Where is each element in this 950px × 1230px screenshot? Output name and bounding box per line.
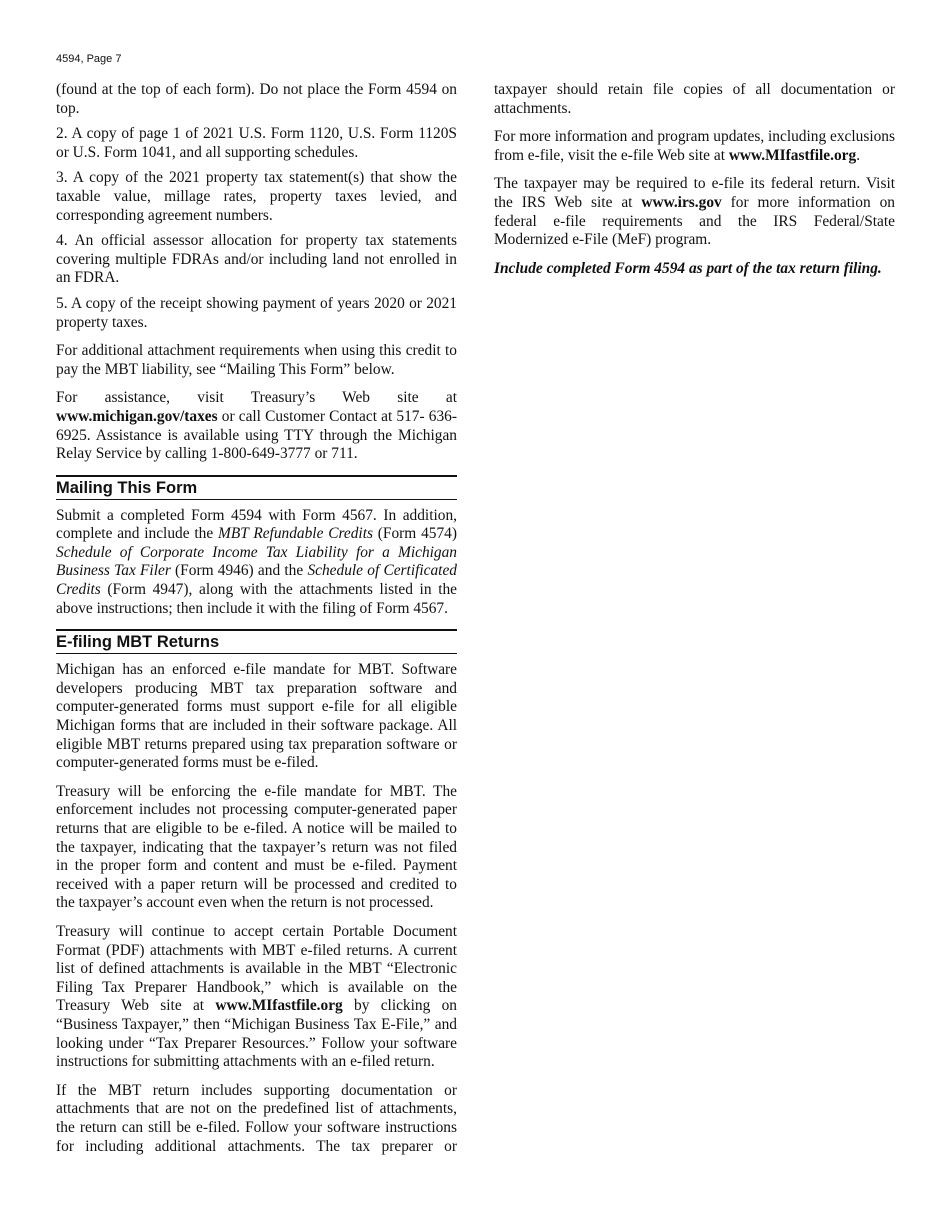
paragraph-supporting-documentation: If the MBT return includes supporting documentation or attachments that are not on the predefined list of attachments, the return can still be e-filed. Follow your software instructions for including additional attachments. The tax preparer or bbox=[56, 1081, 457, 1155]
pdf-text-b: by clicking on “Business Taxpayer,” then “Michigan Business Tax E-File,” and looking under “Tax Preparer Resources.” Follow your software instructions for submitting attachments with an e-filed return. bbox=[56, 997, 457, 1071]
efiling-mbt-returns-heading: E-filing MBT Returns bbox=[56, 629, 457, 654]
mifastfile-link-right[interactable]: www.MIfastfile.org bbox=[728, 146, 857, 164]
treasury-web-link[interactable]: www.michigan.gov/taxes bbox=[56, 407, 218, 425]
paragraph-efile-mandate: Michigan has an enforced e-file mandate for MBT. Software developers producing MBT tax preparation software and computer-generated forms must support e-file for all eligible Michigan forms that are included in their software package. All eligible MBT returns prepared using tax preparation software or computer-generated forms must be e-filed. bbox=[56, 661, 457, 772]
mailing-this-form-heading: Mailing This Form bbox=[56, 475, 457, 500]
right-column bbox=[494, 81, 895, 278]
include-form-instruction: Include completed Form 4594 as part of the tax return filing. bbox=[494, 259, 882, 277]
paragraph-additional-requirements: For additional attachment requirements when using this credit to pay the MBT liability, see “Mailing This Form” below. bbox=[56, 342, 457, 378]
attachment-item-4: 4. An official assessor allocation for property tax statements covering multiple FDRAs and/or including land not enrolled in an FDRA. bbox=[56, 232, 457, 287]
assistance-text-a: For assistance, visit Treasury’s Web site at bbox=[56, 389, 457, 407]
mailing-text-b: (Form 4574) bbox=[372, 525, 457, 543]
federal-text-b: for more information on federal e-file requirements and the IRS Federal/State Modernized e-File (MeF) program. bbox=[494, 193, 895, 249]
pdf-text-a: Treasury will continue to accept certain Portable Document Format (PDF) attachments with MBT e-filed returns. A current list of defined attachments is available in the MBT “Electronic Filing Tax Preparer Handbook,” which is available on the Treasury Web site at bbox=[56, 922, 457, 1015]
paragraph-pdf-attachments bbox=[56, 923, 457, 1072]
more-info-text-a: For more information and program updates, including exclusions from e-file, visit the e-file Web site at bbox=[494, 128, 895, 164]
attachment-item-3: 3. A copy of the 2021 property tax statement(s) that show the taxable value, millage rates, property taxes levied, and corresponding agreement numbers. bbox=[56, 169, 457, 224]
paragraph-mailing-instructions bbox=[56, 507, 457, 619]
irs-web-link[interactable]: www.irs.gov bbox=[641, 193, 722, 211]
mailing-text-d: (Form 4947), along with the attachments listed in the above instructions; then include it with the filing of Form 4567. bbox=[56, 581, 457, 617]
attachment-item-5: 5. A copy of the receipt showing payment of years 2020 or 2021 property taxes. bbox=[56, 294, 457, 331]
left-column bbox=[56, 81, 457, 1156]
mailing-italic-certificated-credits: Schedule of Certificated Credits bbox=[56, 562, 457, 599]
paragraph-retain-copies: taxpayer should retain file copies of all documentation or attachments. bbox=[494, 81, 895, 117]
paragraph-more-information bbox=[494, 128, 895, 165]
federal-text-a: The taxpayer may be required to e-file its federal return. Visit the IRS Web site at bbox=[494, 175, 895, 211]
paragraph-form-order-note: (found at the top of each form). Do not place the Form 4594 on top. bbox=[56, 81, 457, 117]
mailing-italic-cit-schedule: Schedule of Corporate Income Tax Liability for a Michigan Business Tax Filer bbox=[56, 543, 457, 580]
paragraph-efile-enforcement: Treasury will be enforcing the e-file mandate for MBT. The enforcement includes not processing computer-generated paper returns that are eligible to be e-filed. A notice will be mailed to the taxpayer, indicating that the taxpayer’s return was not filed in the proper form and content and must be e-filed. Payment received with a paper return will be processed and credited to the taxpayer’s account even when the return is not processed. bbox=[56, 782, 457, 912]
mifastfile-link[interactable]: www.MIfastfile.org bbox=[215, 997, 343, 1015]
more-info-text-b: . bbox=[856, 146, 861, 164]
paragraph-assistance bbox=[56, 389, 457, 463]
attachment-item-2: 2. A copy of page 1 of 2021 U.S. Form 1120, U.S. Form 1120S or U.S. Form 1041, and all supporting schedules. bbox=[56, 125, 457, 161]
mailing-text-a: Submit a completed Form 4594 with Form 4567. In addition, complete and include the bbox=[56, 506, 457, 543]
mailing-italic-refundable-credits: MBT Refundable Credits bbox=[218, 525, 373, 543]
page-number-header: 4594, Page 7 bbox=[56, 53, 122, 65]
mailing-text-c: (Form 4946) and the bbox=[170, 562, 308, 580]
assistance-text-b: or call Customer Contact at 517- 636-6925. Assistance is available using TTY through the Michigan Relay Service by calling 1-800-649-3777 or 711. bbox=[56, 407, 457, 463]
paragraph-federal-efile bbox=[494, 175, 895, 249]
